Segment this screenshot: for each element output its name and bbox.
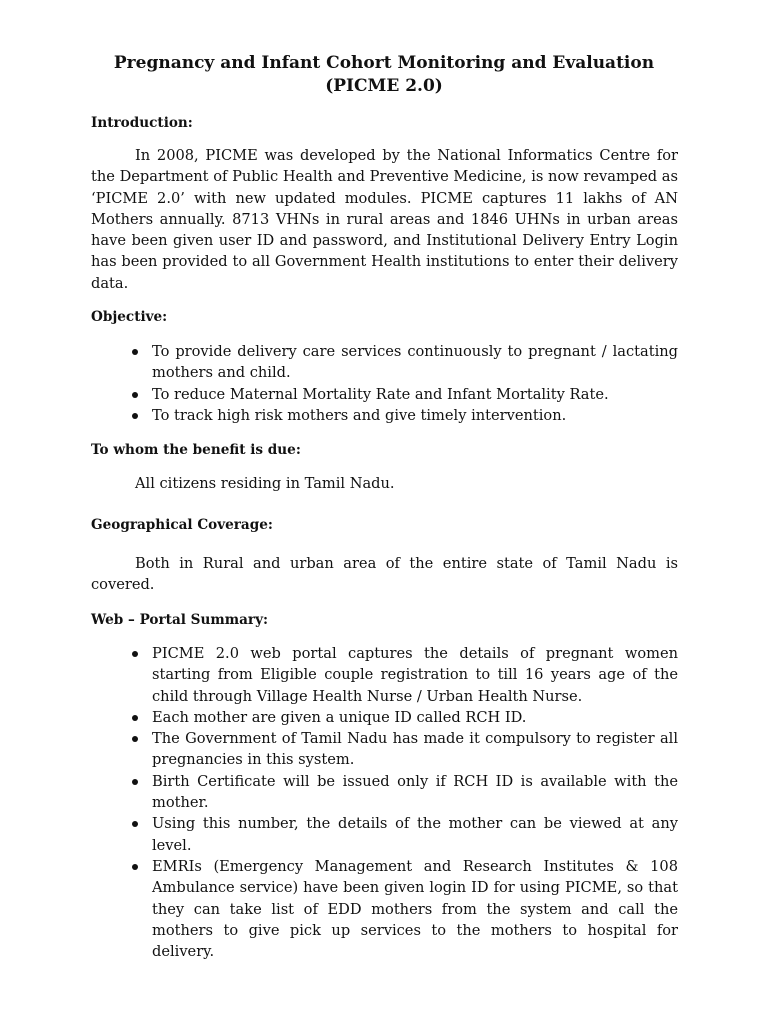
objective-list (91, 341, 678, 426)
title-line-2: (PICME 2.0) (325, 76, 443, 96)
web-portal-item-text: Birth Certificate will be issued only if RCH ID is available with the mother. (152, 772, 678, 812)
list-item (91, 813, 678, 856)
title-line-1: Pregnancy and Infant Cohort Monitoring and Evaluation (113, 53, 655, 73)
bullet-icon (132, 651, 138, 657)
list-item (91, 643, 678, 707)
web-portal-item-text: PICME 2.0 web portal captures the details of pregnant women starting from Eligible couple registration to till 16 years age of the child through Village Health Nurse / Urban Health Nurse. (152, 645, 678, 705)
objective-item-text: To provide delivery care services continuously to pregnant / lactating mothers and child. (152, 343, 678, 382)
bullet-icon (132, 821, 138, 827)
list-item (91, 341, 678, 384)
list-item (91, 771, 678, 814)
document-title (90, 52, 678, 98)
bullet-icon (132, 864, 138, 870)
introduction-paragraph: In 2008, PICME was developed by the National Informatics Centre for the Department of Public Health and Preventive Medicine, is now revamped as ‘PICME 2.0’ with new updated modules. PICME captures 11 lakhs of AN Mothers annually. 8713 VHNs in rural areas and 1846 UHNs in urban areas have been given user ID and password, and Institutional Delivery Entry Login has been provided to all Government Health institutions to enter their delivery data. (91, 147, 678, 292)
coverage-heading: Geographical Coverage: (91, 517, 273, 533)
web-portal-heading: Web – Portal Summary: (91, 612, 268, 628)
objective-item-text: To track high risk mothers and give timely intervention. (152, 406, 567, 424)
list-item (91, 856, 678, 962)
web-portal-item-text: Using this number, the details of the mother can be viewed at any level. (152, 815, 678, 854)
bullet-icon (132, 715, 138, 721)
bullet-icon (132, 779, 138, 785)
beneficiaries-heading: To whom the benefit is due: (91, 442, 301, 458)
list-item (91, 728, 678, 771)
web-portal-item-text: The Government of Tamil Nadu has made it compulsory to register all pregnancies in this system. (152, 730, 678, 769)
list-item (91, 405, 678, 426)
bullet-icon (132, 736, 138, 742)
beneficiaries-paragraph: All citizens residing in Tamil Nadu. (135, 475, 395, 492)
web-portal-item-text: Each mother are given a unique ID called RCH ID. (152, 708, 527, 726)
list-item (91, 384, 678, 405)
web-portal-list (91, 643, 678, 962)
bullet-icon (132, 392, 138, 398)
list-item (91, 707, 678, 728)
objective-heading: Objective: (91, 309, 168, 325)
bullet-icon (132, 413, 138, 419)
objective-item-text: To reduce Maternal Mortality Rate and Infant Mortality Rate. (152, 385, 609, 403)
introduction-heading: Introduction: (91, 115, 193, 131)
coverage-paragraph: Both in Rural and urban area of the entire state of Tamil Nadu is covered. (91, 555, 678, 594)
web-portal-item-text: EMRIs (Emergency Management and Research Institutes & 108 Ambulance service) have been given login ID for using PICME, so that they can take list of EDD mothers from the system and call the mothers to give pick up services to the mothers to hospital for delivery. (152, 857, 678, 961)
bullet-icon (132, 349, 138, 355)
